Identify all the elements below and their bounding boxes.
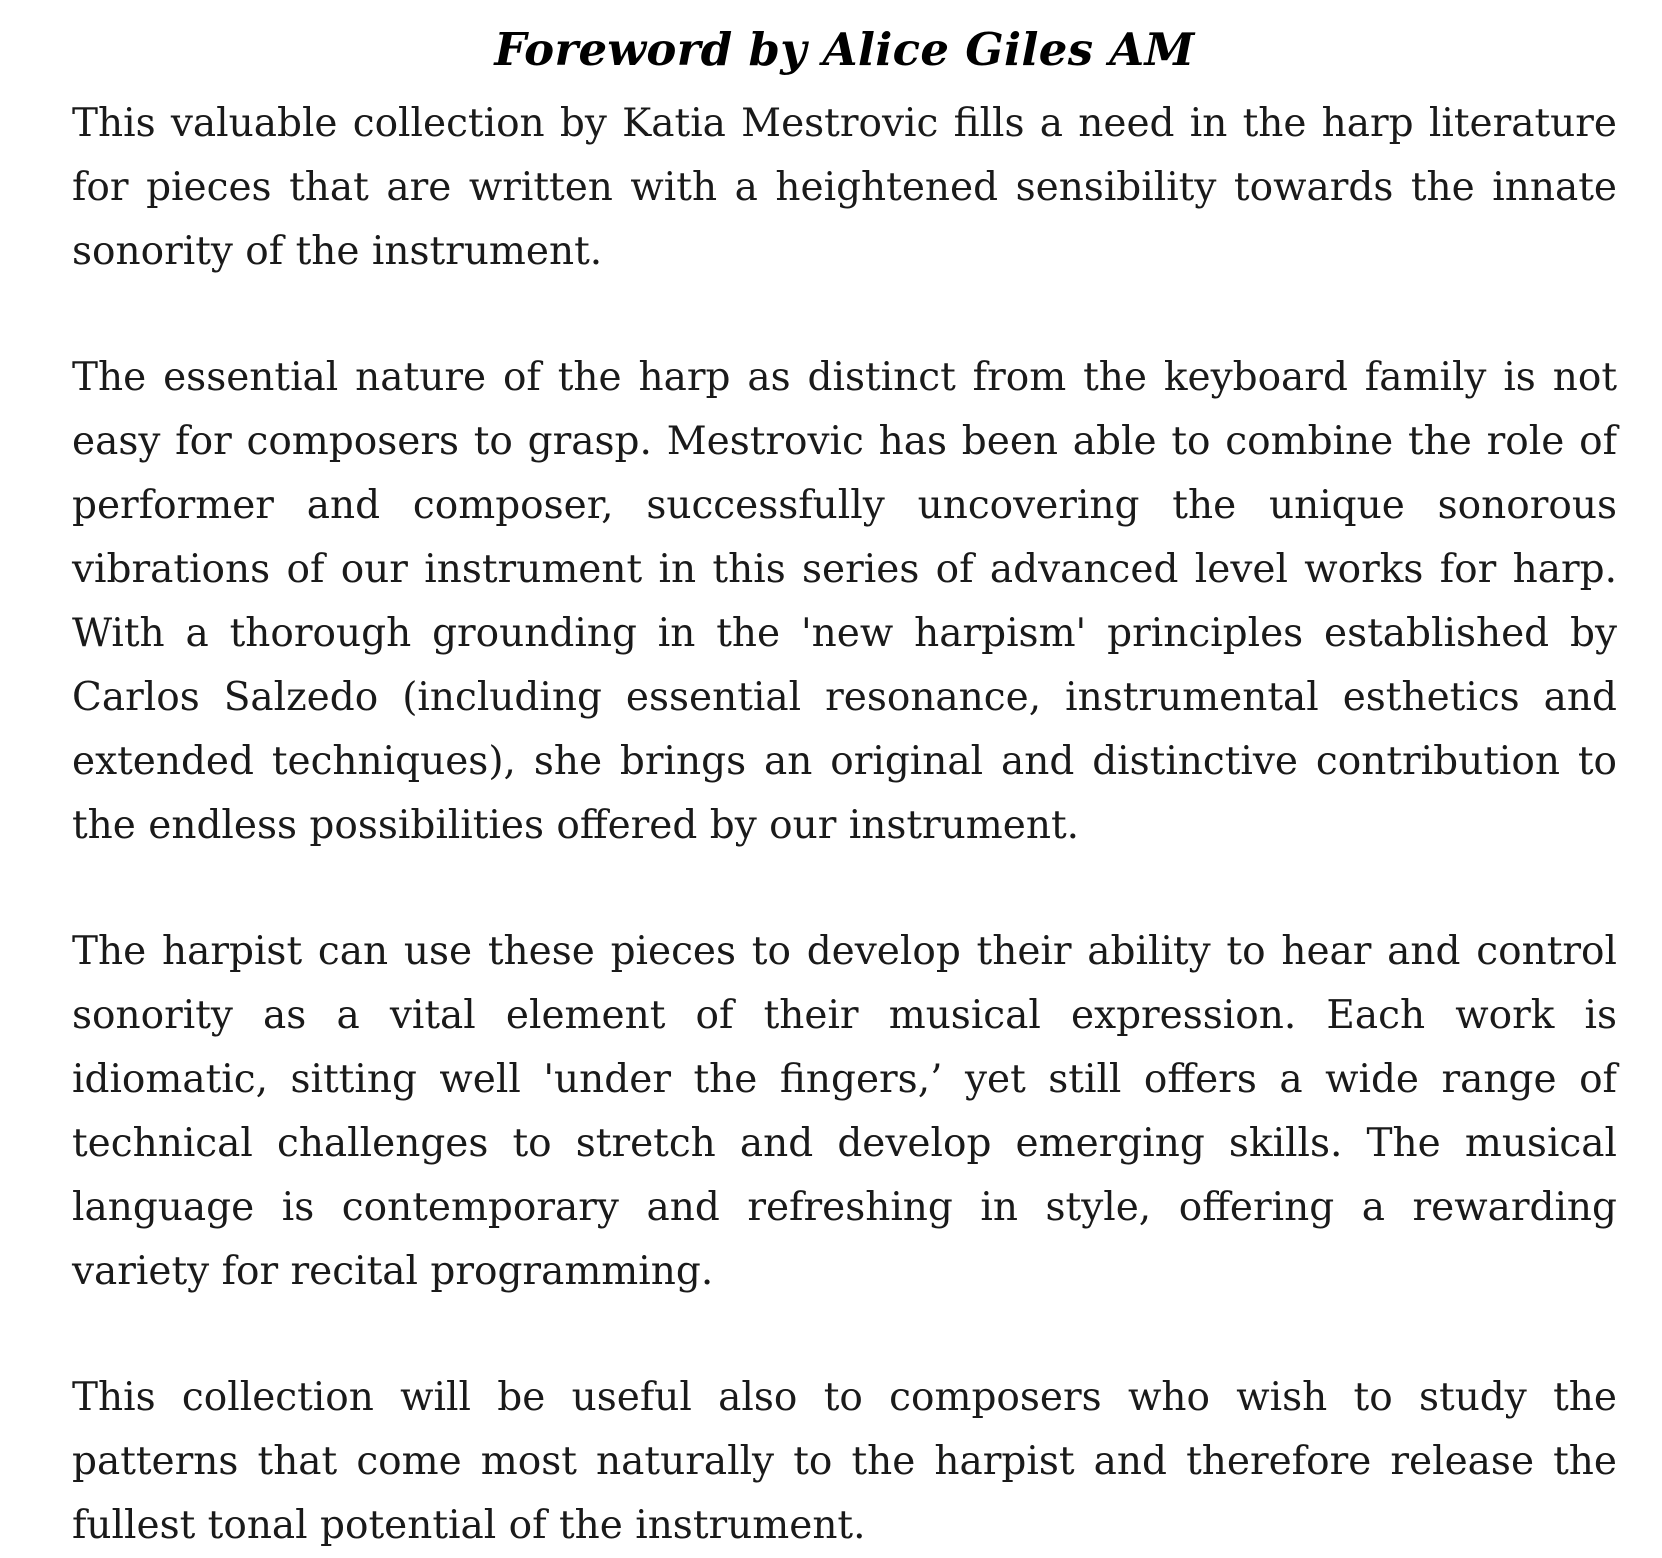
paragraph-1: This valuable collection by Katia Mestrovic fills a need in the harp literature for pieces that are written with a heightened sensibility towards the innate sonority of the instrument.	[72, 101, 1617, 274]
foreword-page	[72, 0, 1617, 1548]
paragraph-2: The essential nature of the harp as distinct from the keyboard family is not easy for composers to grasp. Mestrovic has been able to combine the role of performer and composer, successfully uncovering the unique sonorous vibrations of our instrument in this series of advanced level works for harp. With a thorough grounding in the 'new harpism' principles established by Carlos Salzedo (including essential resonance, instrumental esthetics and extended techniques), she brings an original and distinctive contribution to the endless possibilities offered by our instrument.	[72, 355, 1617, 848]
paragraph-4: This collection will be useful also to composers who wish to study the patterns that come most naturally to the harpist and therefore release the fullest tonal potential of the instrument.	[72, 1375, 1617, 1548]
paragraph-3: The harpist can use these pieces to develop their ability to hear and control sonority as a vital element of their musical expression. Each work is idiomatic, sitting well 'under the fingers,’ yet still offers a wide range of technical challenges to stretch and develop emerging skills. The musical language is contemporary and refreshing in style, offering a rewarding variety for recital programming.	[72, 929, 1617, 1294]
page-title: Foreword by Alice Giles AM	[494, 23, 1195, 76]
